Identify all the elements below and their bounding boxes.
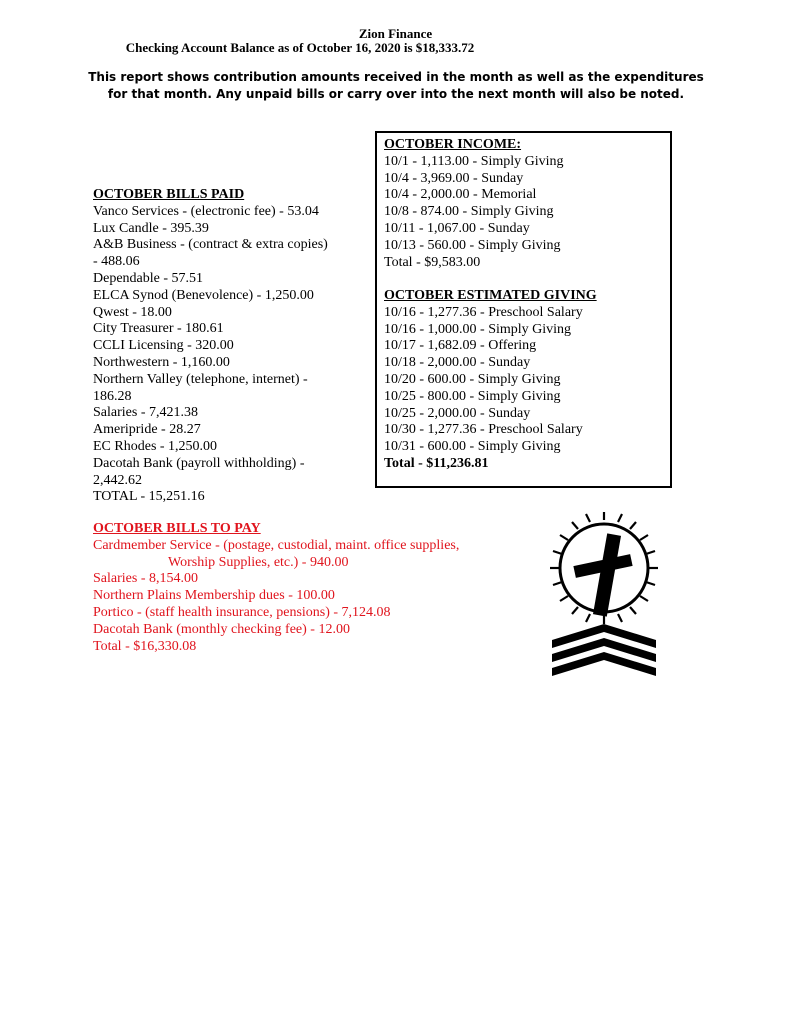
bills-paid-line: Northwestern - 1,160.00: [93, 354, 230, 370]
income-heading: OCTOBER INCOME:: [384, 137, 522, 152]
income-line: 10/13 - 560.00 - Simply Giving: [384, 237, 561, 253]
estimated-giving-section: [384, 288, 597, 473]
estimated-giving-line: 10/25 - 2,000.00 - Sunday: [384, 405, 531, 421]
bills-paid-line: CCLI Licensing - 320.00: [93, 338, 234, 354]
bills-paid-line: 2,442.62: [93, 472, 142, 488]
estimated-giving-line: 10/25 - 800.00 - Simply Giving: [384, 388, 561, 404]
report-title: Zion Finance: [358, 26, 433, 41]
bills-paid-line: 186.28: [93, 388, 132, 404]
estimated-giving-line: 10/31 - 600.00 - Simply Giving: [384, 439, 561, 455]
bills-paid-line: Dacotah Bank (payroll withholding) -: [93, 455, 305, 471]
bills-paid-line: Lux Candle - 395.39: [93, 220, 209, 236]
bills-to-pay-total: Total - $16,330.08: [93, 638, 197, 654]
bills-paid-section: [93, 187, 373, 506]
bills-to-pay-line: Cardmember Service - (postage, custodial, maint. office supplies,: [93, 537, 460, 553]
income-total: Total - $9,583.00: [384, 254, 481, 270]
bills-paid-line: ELCA Synod (Benevolence) - 1,250.00: [93, 287, 314, 303]
estimated-giving-line: 10/17 - 1,682.09 - Offering: [384, 338, 537, 354]
estimated-giving-line: 10/16 - 1,277.36 - Preschool Salary: [384, 304, 583, 320]
bills-to-pay-line: Northern Plains Membership dues - 100.00: [93, 588, 335, 604]
bills-paid-line: Dependable - 57.51: [93, 270, 204, 286]
bills-to-pay-line: Salaries - 8,154.00: [93, 571, 198, 587]
bills-to-pay-heading: OCTOBER BILLS TO PAY: [93, 521, 261, 536]
bills-paid-heading: OCTOBER BILLS PAID: [93, 187, 245, 202]
bills-paid-line: City Treasurer - 180.61: [93, 321, 224, 337]
estimated-giving-line: 10/16 - 1,000.00 - Simply Giving: [384, 321, 572, 337]
income-line: 10/11 - 1,067.00 - Sunday: [384, 220, 530, 236]
bills-paid-line: Salaries - 7,421.38: [93, 405, 198, 421]
bills-paid-line: Northern Valley (telephone, internet) -: [93, 371, 308, 387]
intro-text: [40, 69, 752, 103]
intro-line: for that month. Any unpaid bills or carry over into the next month will also be noted.: [107, 87, 685, 101]
income-line: 10/4 - 2,000.00 - Memorial: [384, 187, 537, 203]
bills-to-pay-section: [93, 521, 459, 655]
estimated-giving-line: 10/20 - 600.00 - Simply Giving: [384, 371, 561, 387]
income-line: 10/8 - 874.00 - Simply Giving: [384, 204, 554, 220]
bills-paid-line: Vanco Services - (electronic fee) - 53.04: [93, 203, 319, 219]
income-line: 10/1 - 1,113.00 - Simply Giving: [384, 153, 564, 169]
estimated-giving-heading: OCTOBER ESTIMATED GIVING: [384, 288, 597, 303]
bills-to-pay-line: Portico - (staff health insurance, pensions) - 7,124.08: [93, 604, 391, 620]
bills-paid-line: A&B Business - (contract & extra copies): [93, 237, 328, 253]
bills-paid-line: - 488.06: [93, 254, 140, 270]
income-line: 10/4 - 3,969.00 - Sunday: [384, 170, 524, 186]
estimated-giving-total: Total - $11,236.81: [384, 455, 489, 471]
estimated-giving-line: 10/18 - 2,000.00 - Sunday: [384, 355, 531, 371]
bills-paid-line: Ameripride - 28.27: [93, 422, 201, 438]
bills-to-pay-line-cont: Worship Supplies, etc.) - 940.00: [168, 554, 349, 570]
bills-paid-line: Qwest - 18.00: [93, 304, 172, 320]
balance-line: Checking Account Balance as of October 16, 2020 is $18,333.72: [125, 40, 475, 55]
income-section: [384, 137, 564, 271]
estimated-giving-line: 10/30 - 1,277.36 - Preschool Salary: [384, 422, 583, 438]
intro-line: This report shows contribution amounts received in the month as well as the expenditures: [88, 70, 704, 84]
cross-sunburst-icon: [548, 512, 660, 680]
bills-to-pay-line: Dacotah Bank (monthly checking fee) - 12.00: [93, 621, 350, 637]
bills-paid-line: EC Rhodes - 1,250.00: [93, 438, 218, 454]
bills-paid-total: TOTAL - 15,251.16: [93, 489, 205, 505]
